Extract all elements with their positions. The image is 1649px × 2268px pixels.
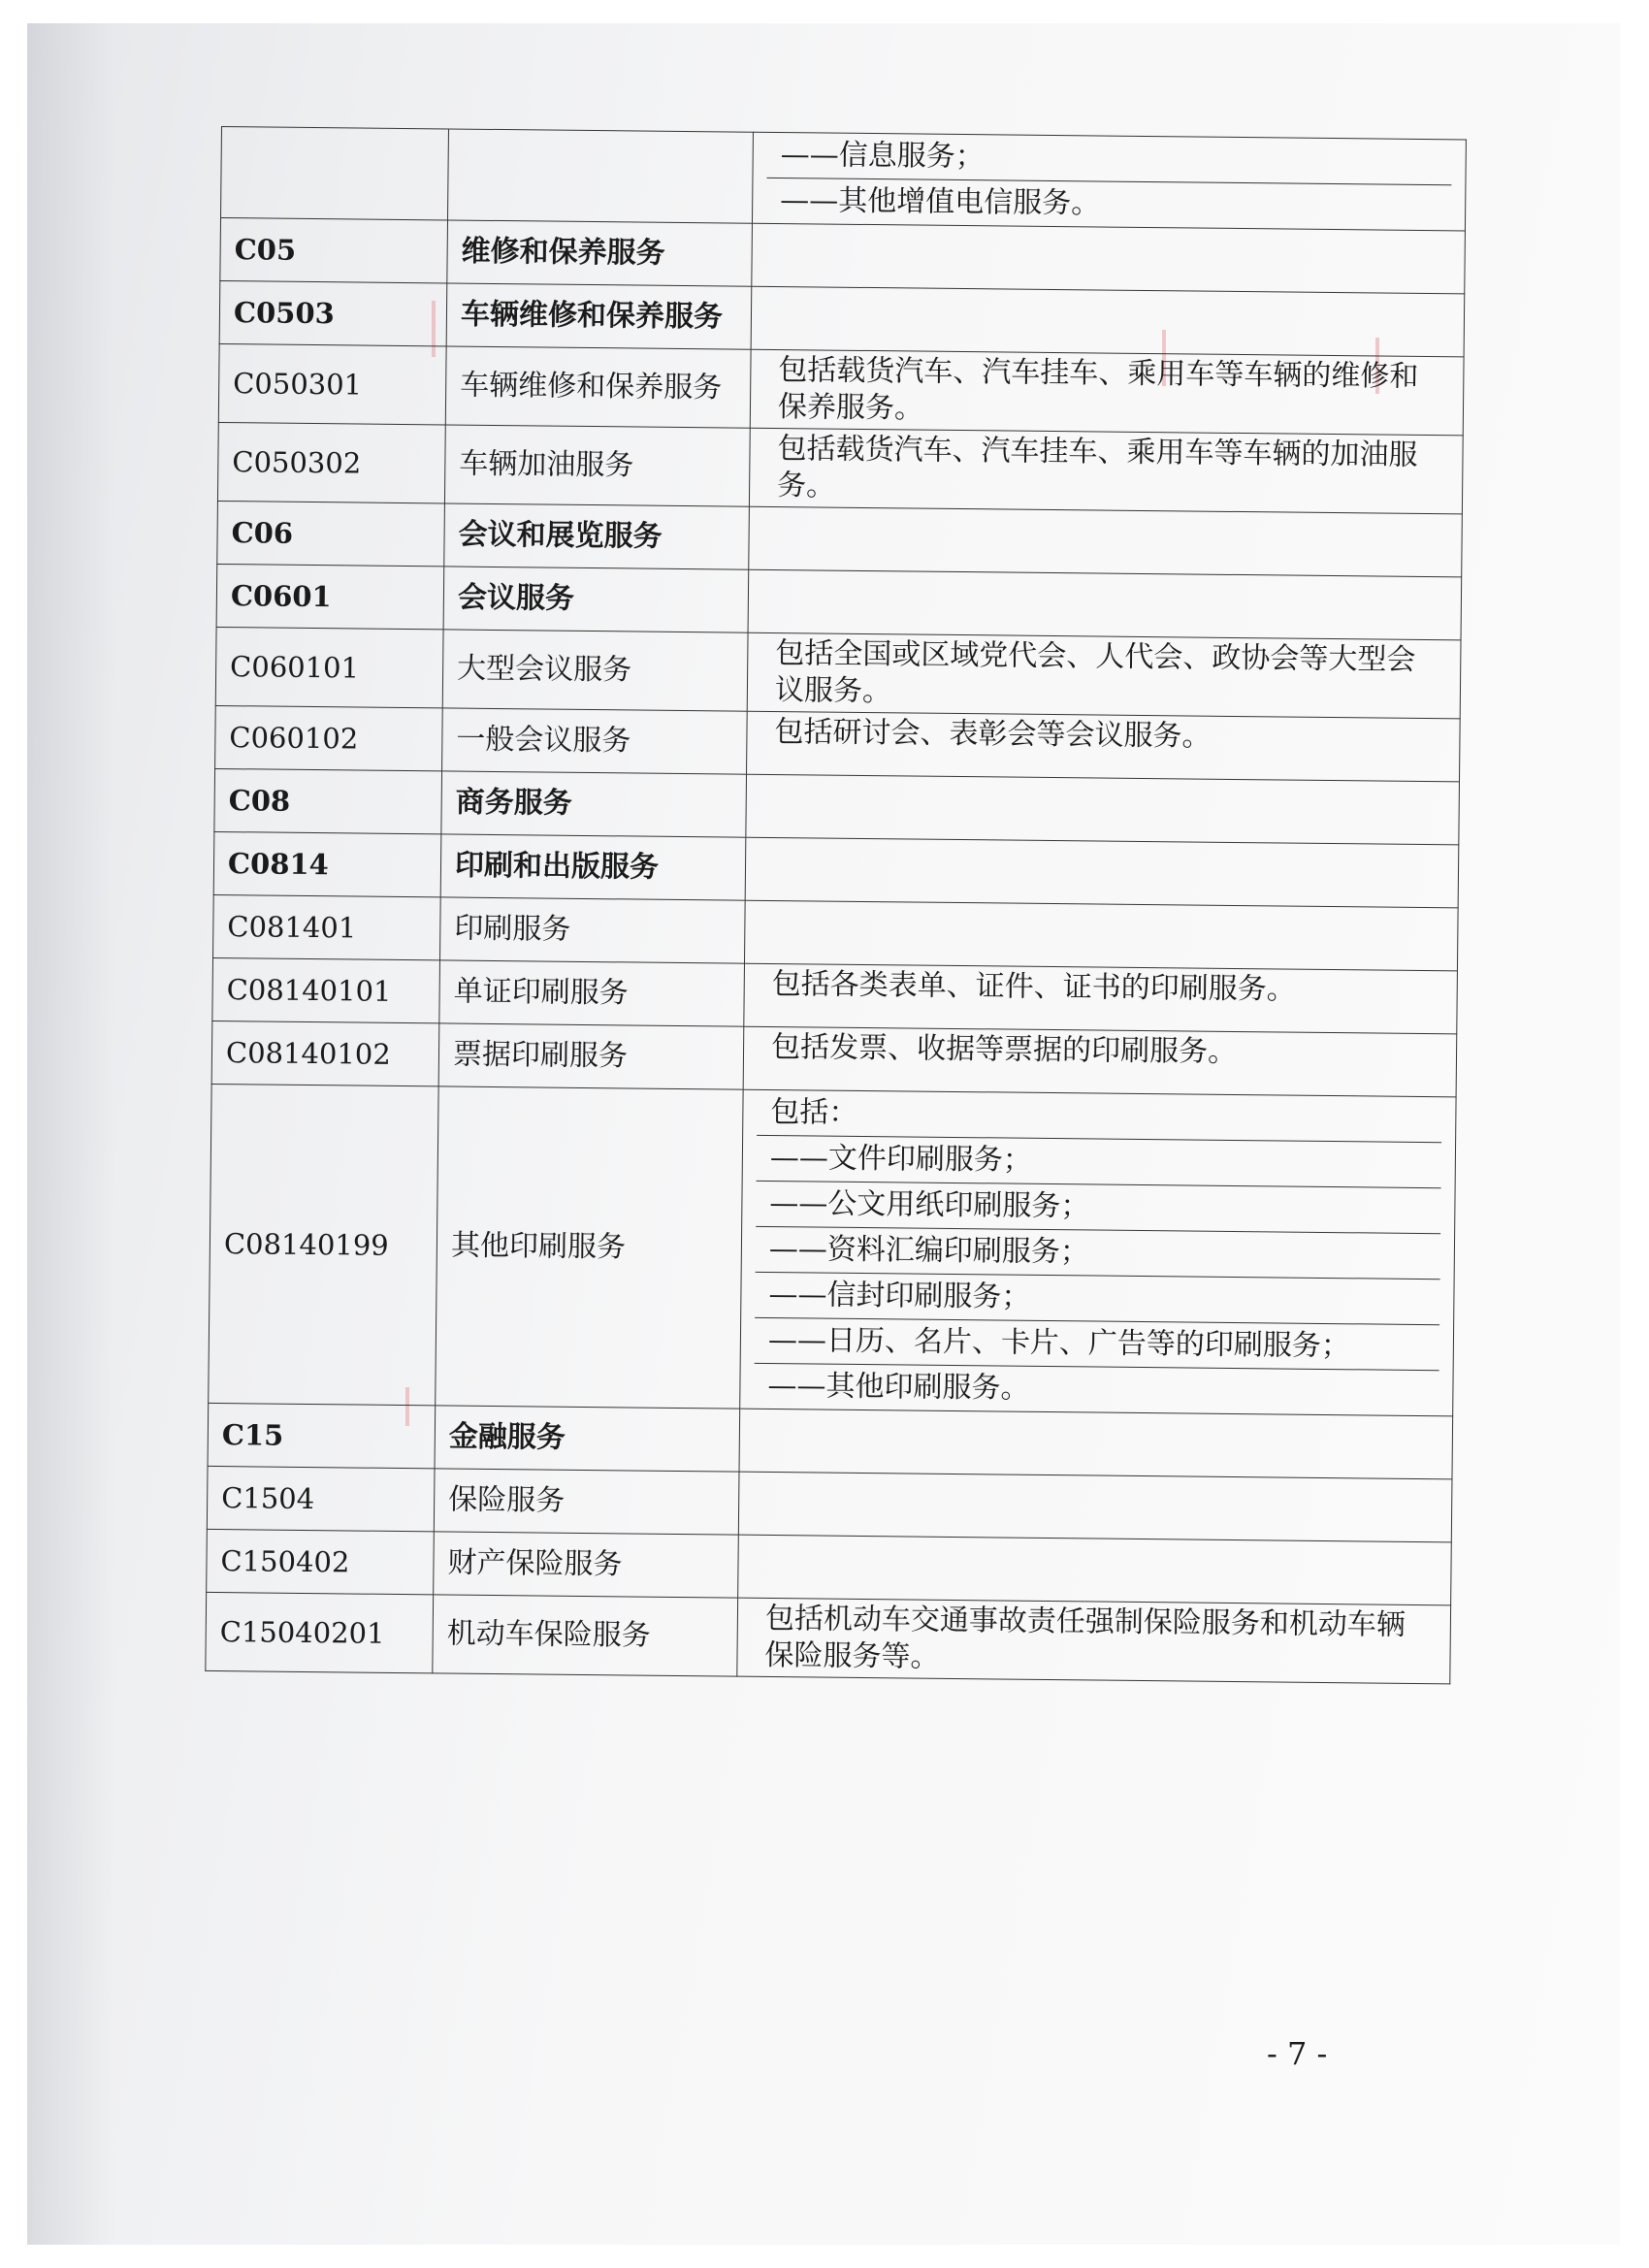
description-text (753, 1473, 1439, 1541)
description-text: 包括载货汽车、汽车挂车、乘用车等车辆的加油服务。 (776, 432, 1418, 503)
item-name: 商务服务 (441, 771, 747, 837)
item-description (747, 711, 1461, 782)
item-description (745, 837, 1459, 908)
description-text: 包括各类表单、证件、证书的印刷服务。 (771, 966, 1296, 1007)
item-code: C0503 (219, 280, 447, 345)
description-text (752, 1536, 1438, 1604)
description-line: ——日历、名片、卡片、广告等的印刷服务； (755, 1317, 1439, 1370)
item-name: 单证印刷服务 (439, 960, 745, 1026)
item-code: C1504 (207, 1466, 435, 1531)
item-name: 车辆维修和保养服务 (445, 346, 751, 428)
table-row (221, 127, 1467, 231)
item-name: 大型会议服务 (442, 630, 748, 711)
description-text: 包括载货汽车、汽车挂车、乘用车等车辆的维修和保养服务。 (777, 353, 1419, 426)
item-description (743, 1026, 1457, 1097)
table-row (218, 343, 1464, 435)
description-line: ——其他增值电信服务。 (766, 178, 1451, 230)
item-code: C05 (220, 218, 448, 283)
description-line: ——公文用纸印刷服务； (756, 1181, 1440, 1233)
item-code: C08140102 (211, 1021, 439, 1085)
description-text (762, 507, 1448, 576)
item-code: C060102 (215, 705, 443, 770)
item-code: C050301 (218, 343, 446, 424)
page-edge-shadow (27, 23, 114, 2245)
table-row (209, 1084, 1456, 1415)
description-line: ——信封印刷服务； (755, 1272, 1439, 1324)
item-description (739, 1409, 1453, 1479)
table-row (206, 1592, 1451, 1683)
description-text: 包括机动车交通事故责任强制保险服务和机动车辆保险服务等。 (764, 1601, 1406, 1674)
item-description (749, 428, 1463, 514)
item-name: 金融服务 (435, 1406, 740, 1472)
item-description (752, 132, 1466, 231)
description-line: 包括： (770, 1094, 858, 1130)
description-text (765, 287, 1451, 356)
item-name: 其他印刷服务 (436, 1086, 743, 1409)
item-name: 会议服务 (443, 567, 749, 632)
item-description (751, 286, 1465, 357)
description-text (759, 901, 1444, 970)
item-name: 票据印刷服务 (438, 1023, 744, 1089)
item-description (738, 1535, 1452, 1605)
description-line: ——信息服务； (780, 138, 985, 175)
description-text: 包括研讨会、表彰会等会议服务。 (774, 715, 1212, 754)
item-description (737, 1598, 1451, 1684)
description-line: ——其他印刷服务。 (754, 1363, 1439, 1415)
item-name: 财产保险服务 (434, 1532, 739, 1598)
item-name: 维修和保养服务 (447, 220, 753, 286)
item-description (744, 900, 1458, 971)
item-name: 机动车保险服务 (433, 1595, 738, 1676)
description-text (762, 570, 1448, 639)
description-text: 包括发票、收据等票据的印刷服务。 (770, 1029, 1238, 1070)
description-text (754, 1409, 1439, 1478)
item-name: 印刷服务 (440, 897, 746, 963)
item-name: 一般会议服务 (442, 708, 748, 774)
item-code: C08 (214, 768, 442, 833)
item-name: 印刷和出版服务 (440, 834, 746, 900)
item-code: C08140101 (212, 957, 440, 1022)
description-text (765, 224, 1451, 293)
item-code: C08140199 (209, 1084, 438, 1405)
description-line: ——文件印刷服务； (757, 1135, 1441, 1187)
item-code: C150402 (207, 1529, 435, 1594)
table-row (215, 627, 1461, 718)
item-name: 保险服务 (434, 1469, 739, 1535)
item-code: C15 (208, 1403, 436, 1468)
item-code: C06 (217, 501, 445, 566)
item-code: C15040201 (206, 1592, 434, 1672)
item-description (749, 506, 1463, 577)
table-row (217, 422, 1463, 513)
item-description (752, 223, 1466, 294)
procurement-catalog-table (205, 126, 1467, 1684)
item-description (750, 349, 1464, 436)
item-description (746, 774, 1460, 845)
item-code: C060101 (215, 627, 443, 707)
description-text (760, 775, 1445, 844)
description-text: 包括全国或区域党代会、人代会、政协会等大型会议服务。 (774, 636, 1416, 709)
item-code: C0814 (213, 831, 441, 896)
item-name (447, 129, 753, 223)
description-line: ——资料汇编印刷服务； (756, 1226, 1440, 1279)
page-number: - 7 - (1267, 2035, 1328, 2072)
description-text (760, 838, 1445, 907)
item-description (744, 963, 1458, 1034)
item-name: 车辆加油服务 (444, 425, 750, 506)
item-code: C081401 (213, 894, 441, 959)
item-code: C050302 (217, 422, 445, 502)
item-name: 车辆维修和保养服务 (446, 283, 752, 349)
item-description (747, 632, 1461, 719)
item-code: C0601 (216, 564, 444, 629)
item-code (221, 127, 449, 220)
item-name: 会议和展览服务 (444, 503, 750, 569)
table-body (206, 127, 1467, 1684)
item-description (738, 1472, 1452, 1542)
item-description (748, 569, 1462, 640)
item-description (740, 1089, 1456, 1416)
